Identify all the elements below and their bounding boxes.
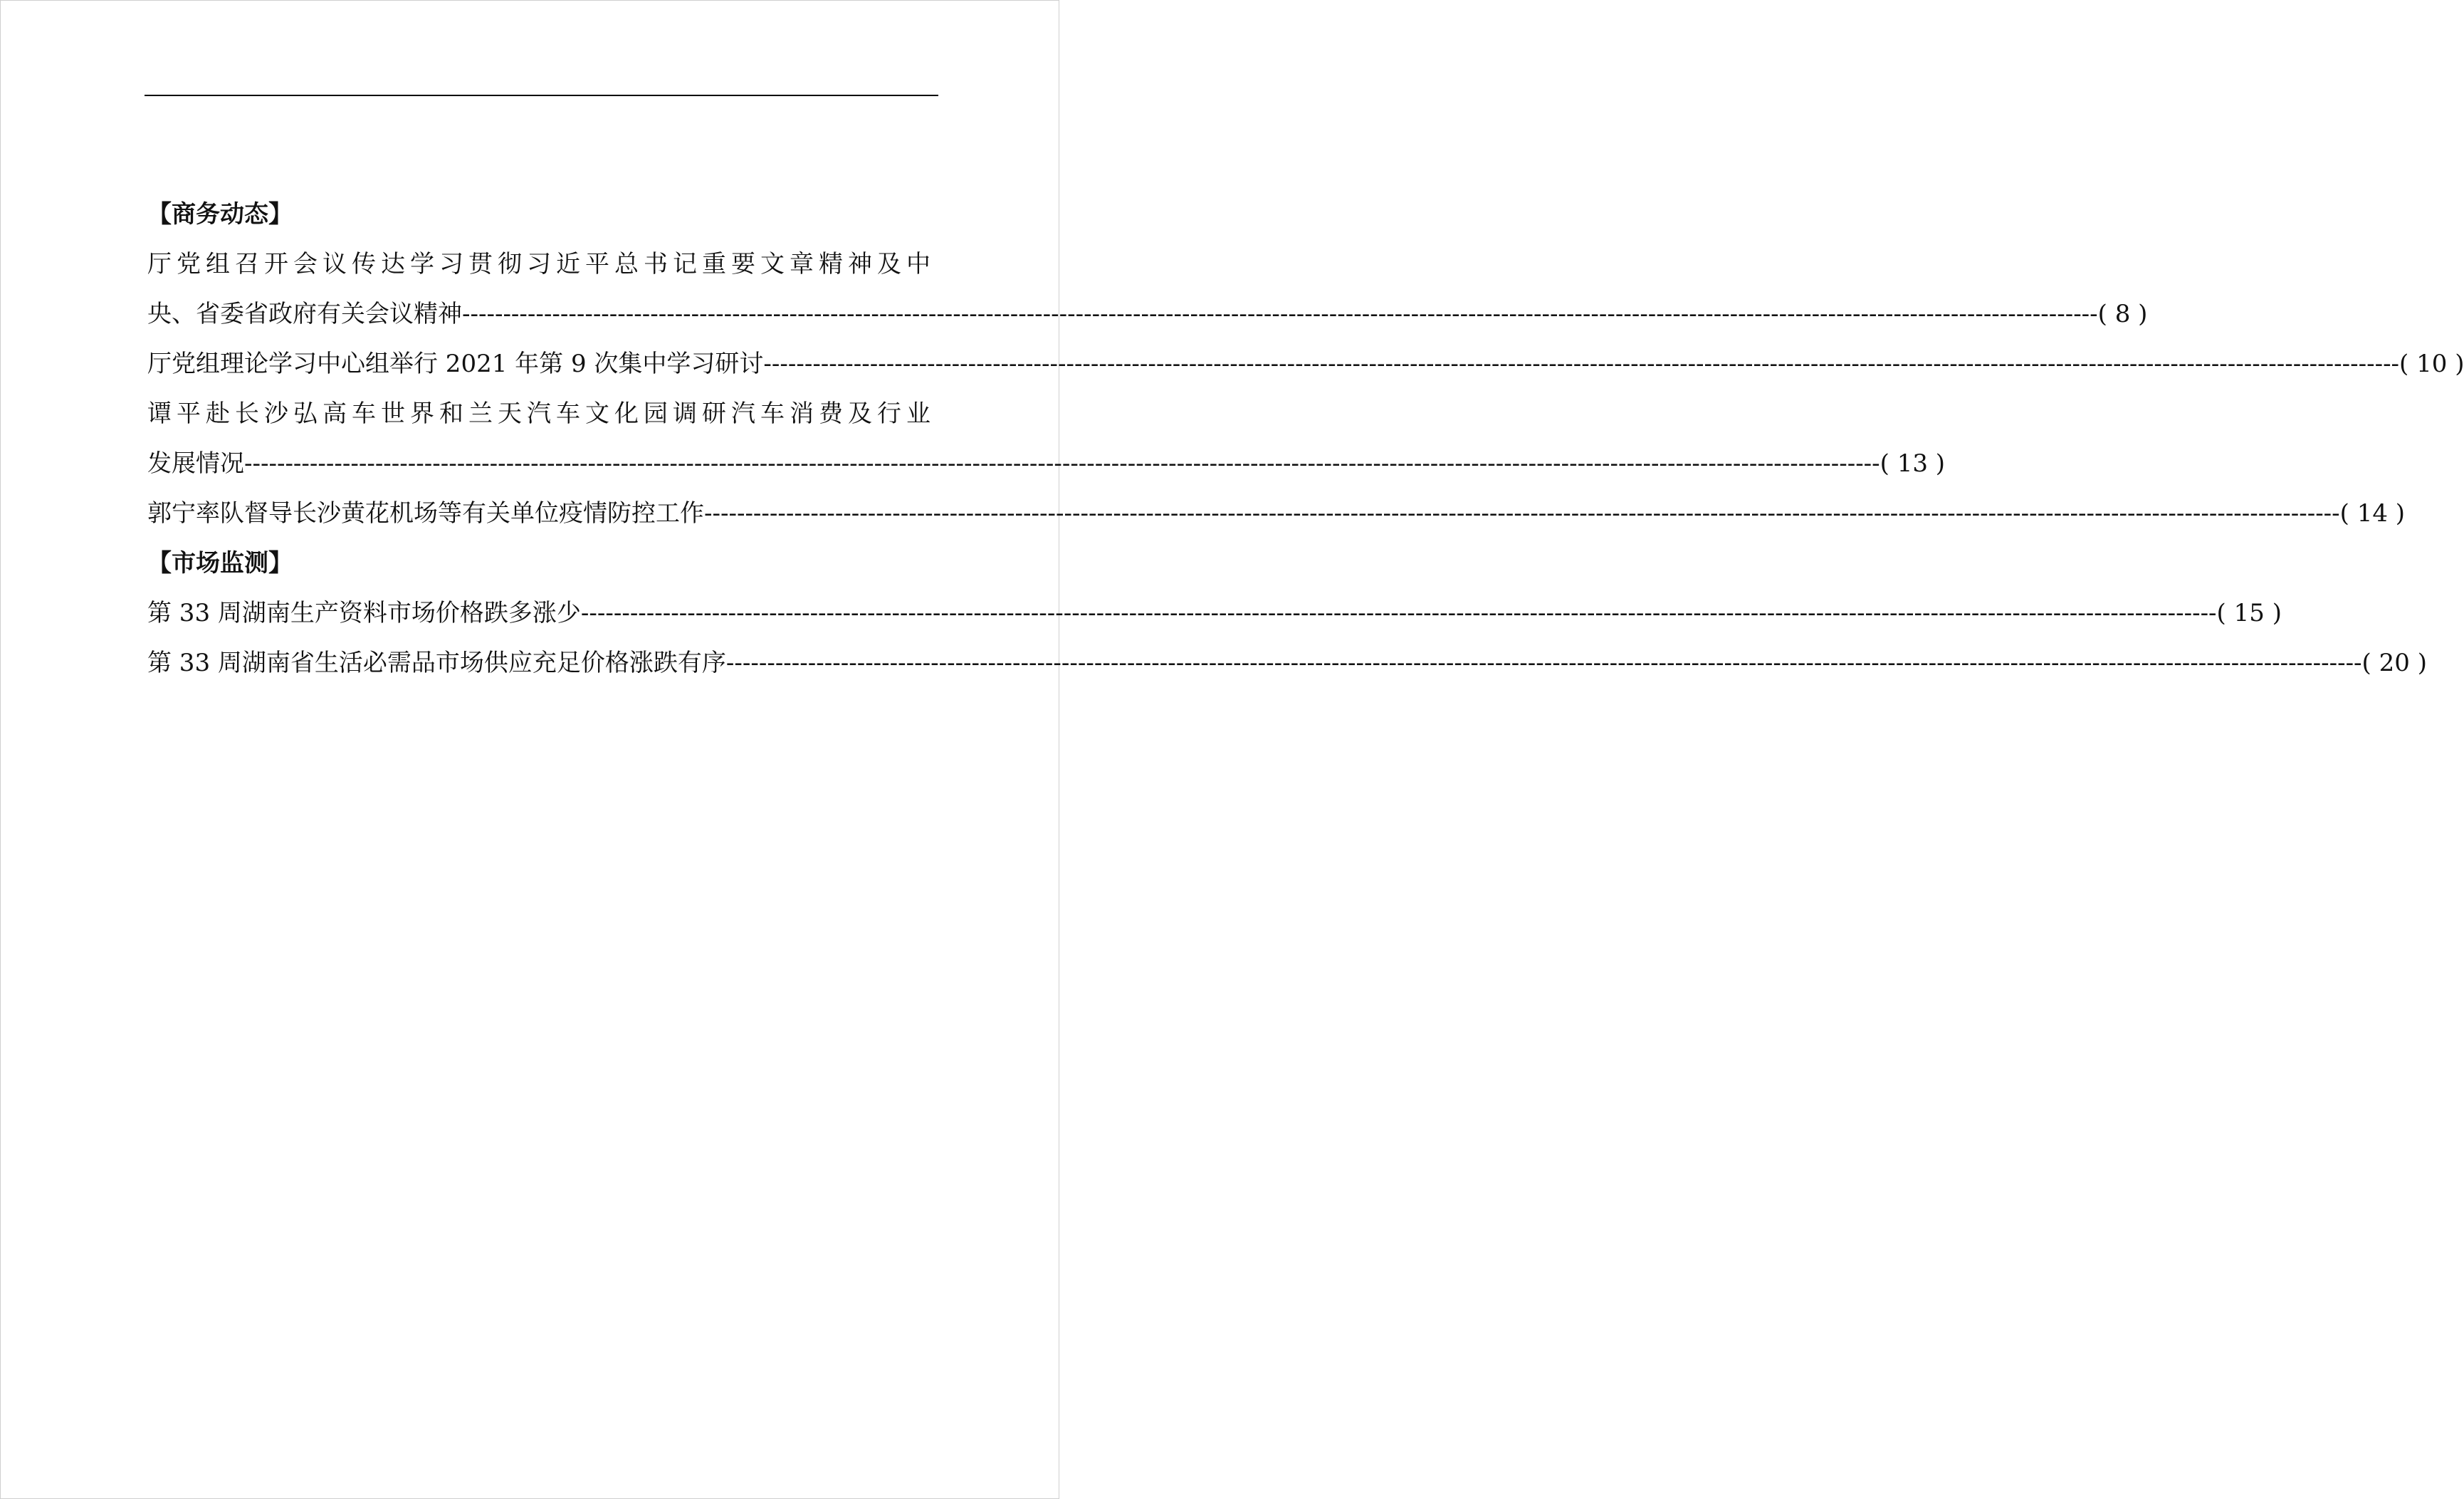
toc-entry-title-continued: 央、省委省政府有关会议精神 xyxy=(147,300,462,328)
toc-entry-line xyxy=(147,638,2427,688)
section-heading-business-news: 【商务动态】 xyxy=(147,200,293,229)
toc-entry-line xyxy=(147,289,2148,339)
toc-entry-title: 郭宁率队督导长沙黄花机场等有关单位疫情防控工作 xyxy=(147,499,704,528)
toc-page-number: ( 20 ) xyxy=(2361,649,2427,677)
toc-entry-title: 第 33 周湖南省生活必需品市场供应充足价格涨跌有序 xyxy=(147,649,726,677)
toc-entry-title: 厅党组理论学习中心组举行 2021 年第 9 次集中学习研讨 xyxy=(147,350,764,378)
dotted-leader: -------------------------------------------------------------------------------------------------------------------------------------------------------------------------------------------------------- xyxy=(704,499,2340,528)
dotted-leader: -------------------------------------------------------------------------------------------------------------------------------------------------------------------------------------------------------- xyxy=(580,599,2217,627)
toc-page-number: ( 13 ) xyxy=(1880,449,1946,478)
table-of-contents xyxy=(147,189,2464,688)
toc-page-number: ( 15 ) xyxy=(2216,599,2282,627)
toc-entry-line xyxy=(147,439,1946,489)
header-rule xyxy=(145,95,938,96)
dotted-leader: -------------------------------------------------------------------------------------------------------------------------------------------------------------------------------------------------------- xyxy=(763,350,2400,378)
dotted-leader: -------------------------------------------------------------------------------------------------------------------------------------------------------------------------------------------------------- xyxy=(462,300,2098,328)
toc-entry-auto-research[interactable] xyxy=(147,389,1946,489)
toc-entry-study-session[interactable] xyxy=(147,339,2464,389)
toc-entry-title-continued: 发展情况 xyxy=(147,449,244,478)
toc-entry-title: 谭平赴长沙弘高车世界和兰天汽车文化园调研汽车消费及行业 xyxy=(147,399,935,428)
dotted-leader: -------------------------------------------------------------------------------------------------------------------------------------------------------------------------------------------------------- xyxy=(244,449,1880,478)
toc-entry-line xyxy=(147,389,939,439)
toc-page-number: ( 14 ) xyxy=(2339,499,2406,528)
toc-entry-epidemic-control[interactable] xyxy=(147,489,2406,538)
toc-entry-title: 厅党组召开会议传达学习贯彻习近平总书记重要文章精神及中 xyxy=(147,250,935,278)
toc-page-number: ( 10 ) xyxy=(2399,350,2464,378)
toc-entry-line xyxy=(147,588,2282,638)
section-heading-market-monitoring: 【市场监测】 xyxy=(147,549,293,578)
toc-entry-title: 第 33 周湖南生产资料市场价格跌多涨少 xyxy=(147,599,581,627)
toc-page-number: ( 8 ) xyxy=(2097,300,2148,328)
toc-entry-daily-necessities[interactable] xyxy=(147,638,2427,688)
dotted-leader: -------------------------------------------------------------------------------------------------------------------------------------------------------------------------------------------------------- xyxy=(725,649,2362,677)
toc-entry-line xyxy=(147,489,2406,538)
toc-entry-line xyxy=(147,239,939,289)
toc-entry-party-meeting[interactable] xyxy=(147,239,2148,339)
toc-entry-line xyxy=(147,339,2464,389)
toc-entry-production-materials[interactable] xyxy=(147,588,2282,638)
